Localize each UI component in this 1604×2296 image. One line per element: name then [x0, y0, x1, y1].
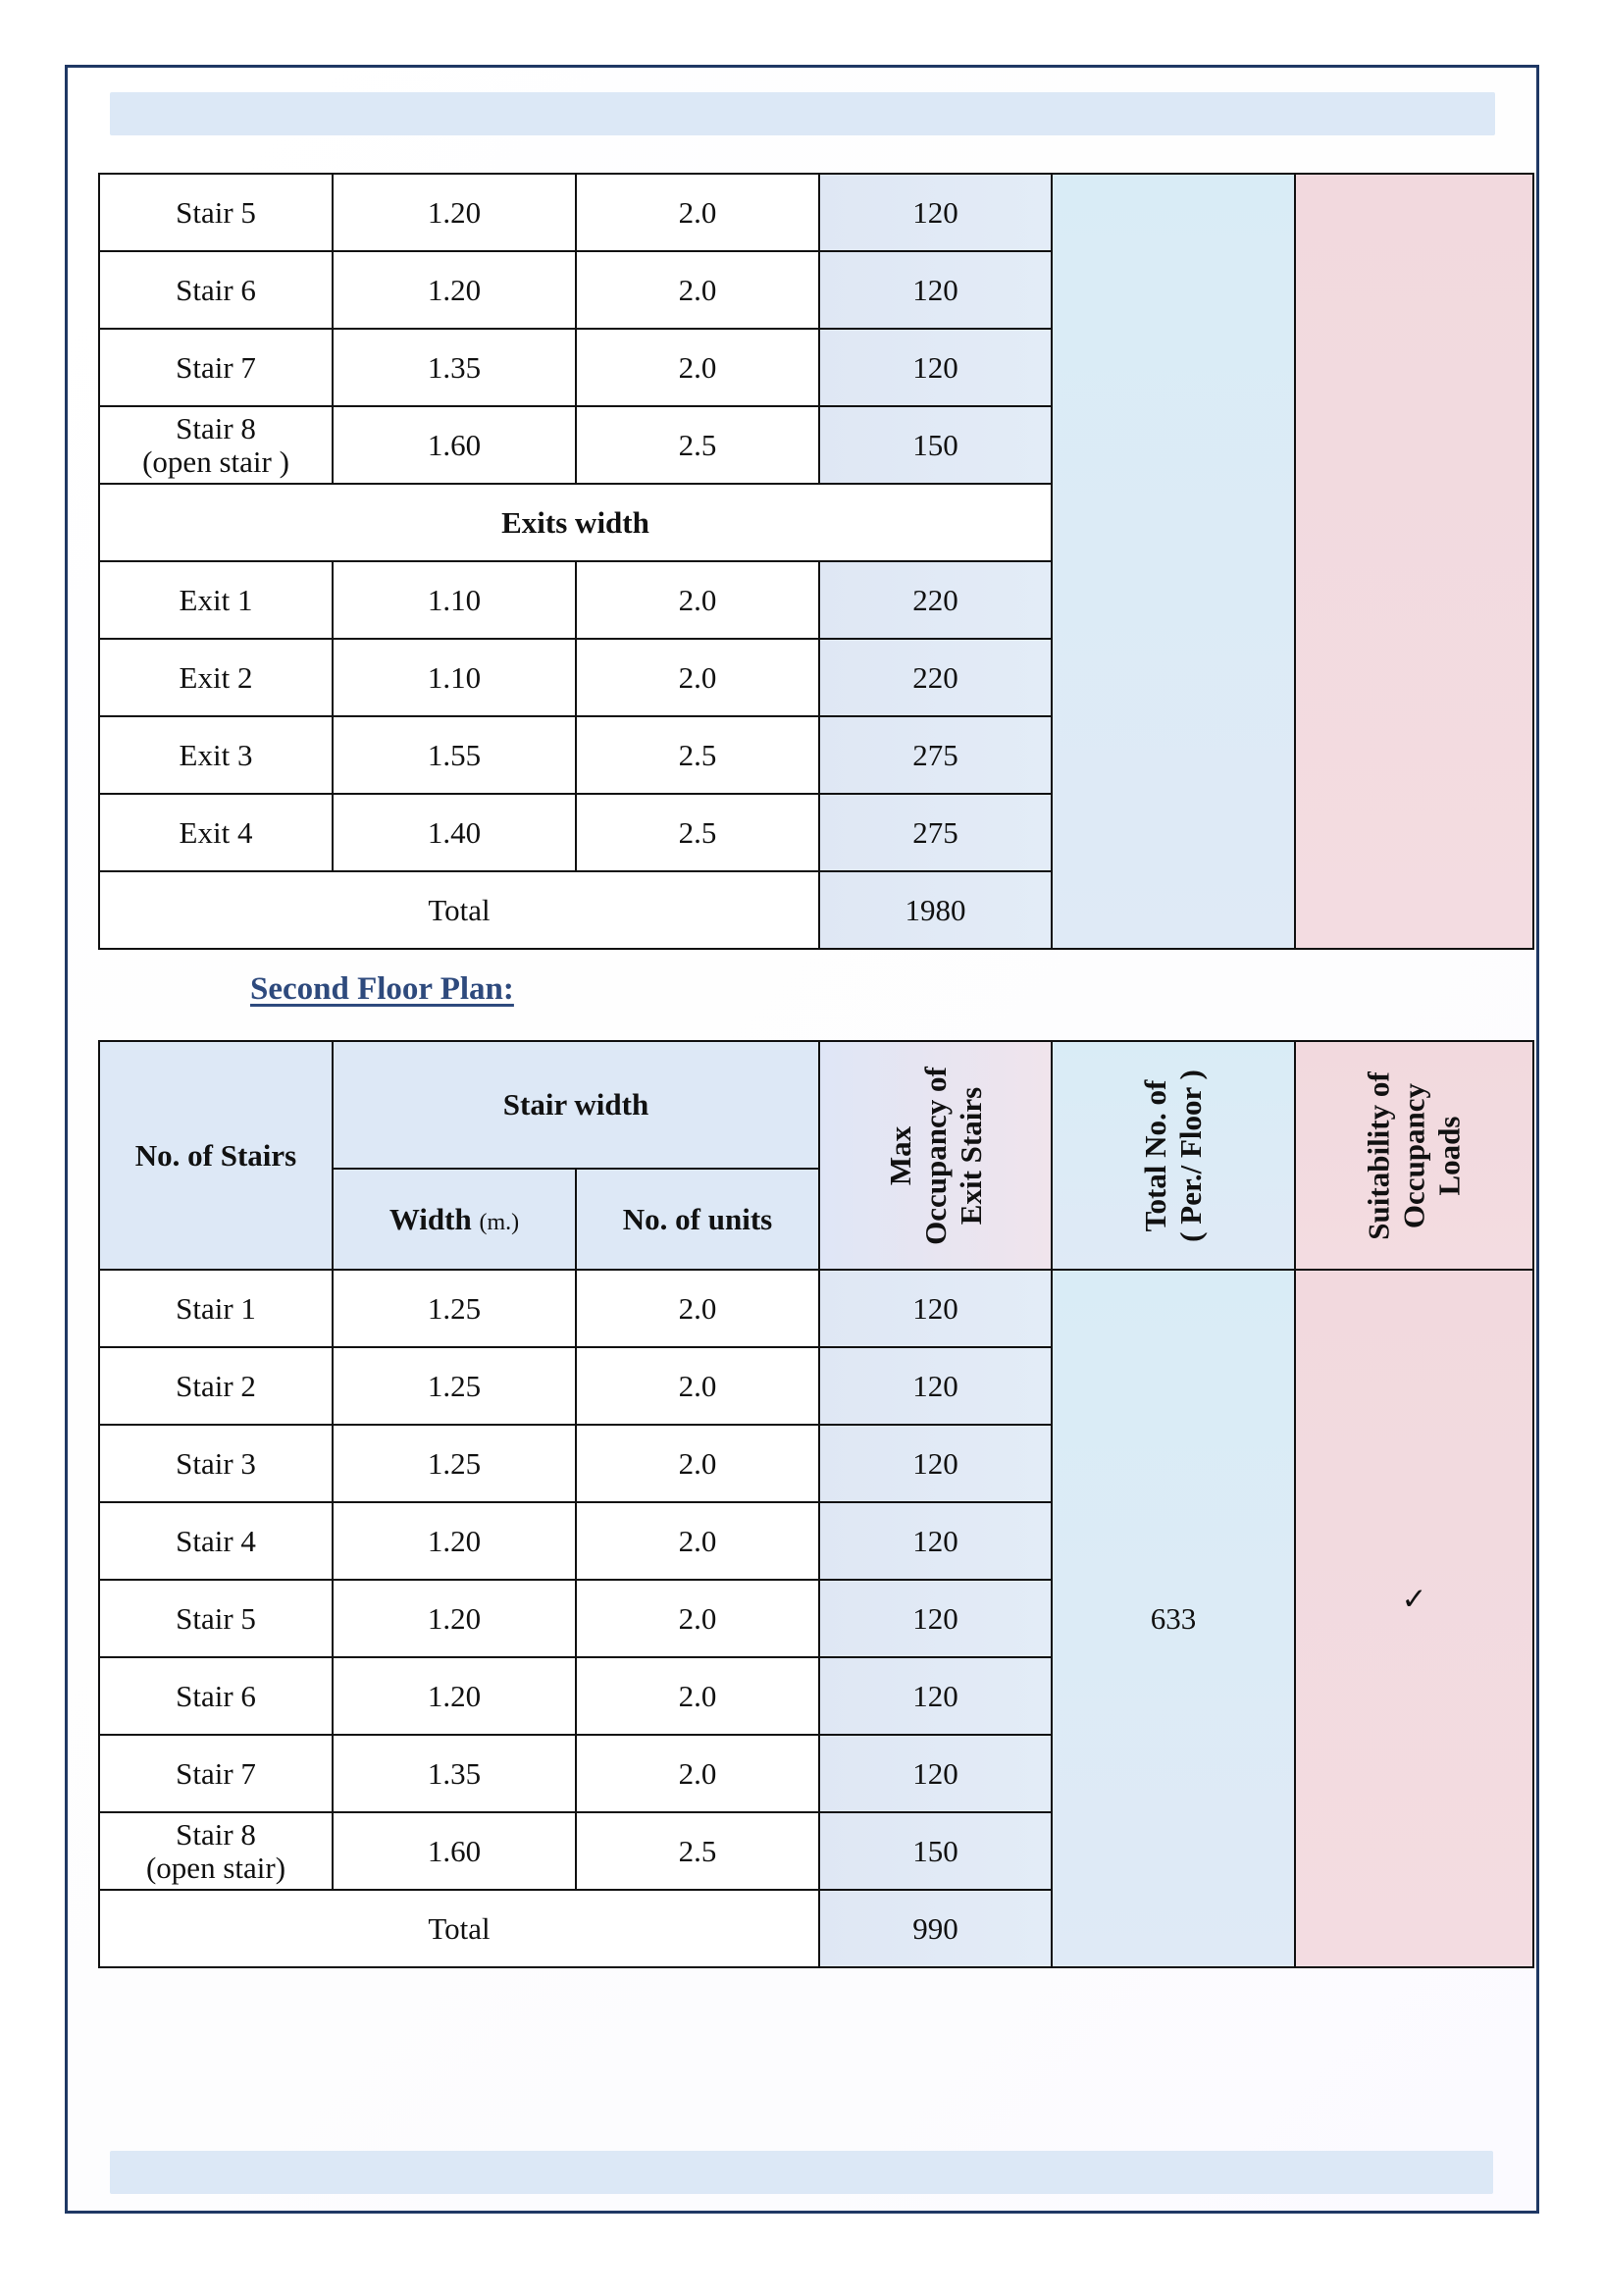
stair-occupancy: 120: [819, 1425, 1052, 1502]
stair-name: Stair 5: [99, 1580, 333, 1657]
exit-width: 1.55: [333, 716, 576, 794]
exit-units: 2.5: [576, 716, 819, 794]
stair-width: 1.20: [333, 174, 576, 251]
stair-occupancy: 120: [819, 1347, 1052, 1425]
stair-units: 2.0: [576, 329, 819, 406]
total-label: Total: [99, 1890, 819, 1967]
header-max-occupancy-line1: Max: [882, 1125, 917, 1185]
stair-width: 1.25: [333, 1425, 576, 1502]
total-value: 1980: [819, 871, 1052, 949]
total-per-floor-cell: [1052, 174, 1295, 949]
exit-width: 1.40: [333, 794, 576, 871]
exit-width: 1.10: [333, 561, 576, 639]
stair-name-line1: Stair 8: [176, 1816, 256, 1852]
stair-occupancy: 120: [819, 1735, 1052, 1812]
header-max-occupancy-line3: Exit Stairs: [953, 1086, 988, 1225]
second-floor-table: [98, 1040, 1534, 1968]
stair-name: Stair 6: [99, 1657, 333, 1735]
total-value: 990: [819, 1890, 1052, 1967]
exit-name: Exit 3: [99, 716, 333, 794]
stair-width: 1.20: [333, 1580, 576, 1657]
stair-occupancy: 120: [819, 251, 1052, 329]
stair-name: Stair 1: [99, 1270, 333, 1347]
header-row: [99, 1041, 1533, 1169]
footer-band: [110, 2151, 1493, 2194]
header-stair-width: Stair width: [333, 1041, 819, 1169]
exit-units: 2.0: [576, 639, 819, 716]
exit-name: Exit 2: [99, 639, 333, 716]
header-no-of-stairs: No. of Stairs: [99, 1041, 333, 1270]
exit-units: 2.5: [576, 794, 819, 871]
stair-name-line1: Stair 8: [176, 410, 256, 445]
suitability-checkmark: ✓: [1295, 1270, 1533, 1967]
stair-width: 1.60: [333, 1812, 576, 1890]
stair-occupancy: 150: [819, 1812, 1052, 1890]
stair-name: Stair 2: [99, 1347, 333, 1425]
header-total-no-line2: ( Per./ Floor ): [1173, 1069, 1208, 1242]
stair-units: 2.0: [576, 174, 819, 251]
stair-width: 1.60: [333, 406, 576, 484]
stair-name: Stair 7: [99, 1735, 333, 1812]
exit-name: Exit 4: [99, 794, 333, 871]
exit-name: Exit 1: [99, 561, 333, 639]
stair-width: 1.35: [333, 329, 576, 406]
table-row: [99, 174, 1533, 251]
exit-width: 1.10: [333, 639, 576, 716]
stair-units: 2.0: [576, 1347, 819, 1425]
stair-name-line2: (open stair ): [142, 444, 289, 479]
header-max-occupancy-line2: Occupancy of: [917, 1066, 953, 1245]
header-suitability-line3: Loads: [1431, 1116, 1467, 1195]
stair-name: [99, 1812, 333, 1890]
stair-name: Stair 4: [99, 1502, 333, 1580]
header-suitability-line1: Suitability of: [1361, 1070, 1396, 1240]
header-width-label: Width: [388, 1201, 472, 1236]
stair-units: 2.0: [576, 1270, 819, 1347]
header-suitability: [1295, 1041, 1533, 1270]
stair-name: Stair 3: [99, 1425, 333, 1502]
table-row: [99, 1270, 1533, 1347]
exit-occupancy: 275: [819, 716, 1052, 794]
stair-occupancy: 120: [819, 174, 1052, 251]
stair-units: 2.0: [576, 1580, 819, 1657]
stair-width: 1.20: [333, 1657, 576, 1735]
suitability-cell: [1295, 174, 1533, 949]
stair-units: 2.0: [576, 1735, 819, 1812]
stair-occupancy: 120: [819, 1502, 1052, 1580]
stair-units: 2.0: [576, 1502, 819, 1580]
exit-occupancy: 220: [819, 561, 1052, 639]
exit-occupancy: 275: [819, 794, 1052, 871]
header-max-occupancy: [819, 1041, 1052, 1270]
total-per-floor-value: 633: [1052, 1270, 1295, 1967]
stair-name-line2: (open stair): [145, 1850, 286, 1885]
stair-occupancy: 120: [819, 1657, 1052, 1735]
header-total-no-line1: Total No. of: [1138, 1079, 1172, 1231]
stair-name: Stair 7: [99, 329, 333, 406]
section-title: Second Floor Plan:: [250, 971, 514, 1007]
total-label: Total: [99, 871, 819, 949]
stair-occupancy: 120: [819, 1270, 1052, 1347]
stair-name: Stair 6: [99, 251, 333, 329]
header-total-no: [1052, 1041, 1295, 1270]
stair-width: 1.25: [333, 1270, 576, 1347]
header-suitability-line2: Occupancy: [1396, 1082, 1431, 1228]
stair-units: 2.0: [576, 251, 819, 329]
exit-occupancy: 220: [819, 639, 1052, 716]
stair-width: 1.35: [333, 1735, 576, 1812]
stair-width: 1.20: [333, 1502, 576, 1580]
continued-stairs-table: [98, 173, 1534, 950]
stair-units: 2.5: [576, 406, 819, 484]
stair-name: Stair 5: [99, 174, 333, 251]
stair-units: 2.5: [576, 1812, 819, 1890]
header-width-unit: (m.): [479, 1209, 520, 1235]
header-band: [110, 92, 1495, 135]
header-width: [333, 1169, 576, 1270]
stair-width: 1.25: [333, 1347, 576, 1425]
stair-occupancy: 120: [819, 1580, 1052, 1657]
exits-width-header: Exits width: [99, 484, 1052, 561]
stair-units: 2.0: [576, 1657, 819, 1735]
stair-occupancy: 150: [819, 406, 1052, 484]
stair-name: [99, 406, 333, 484]
stair-width: 1.20: [333, 251, 576, 329]
stair-occupancy: 120: [819, 329, 1052, 406]
stair-units: 2.0: [576, 1425, 819, 1502]
header-no-of-units: No. of units: [576, 1169, 819, 1270]
exit-units: 2.0: [576, 561, 819, 639]
